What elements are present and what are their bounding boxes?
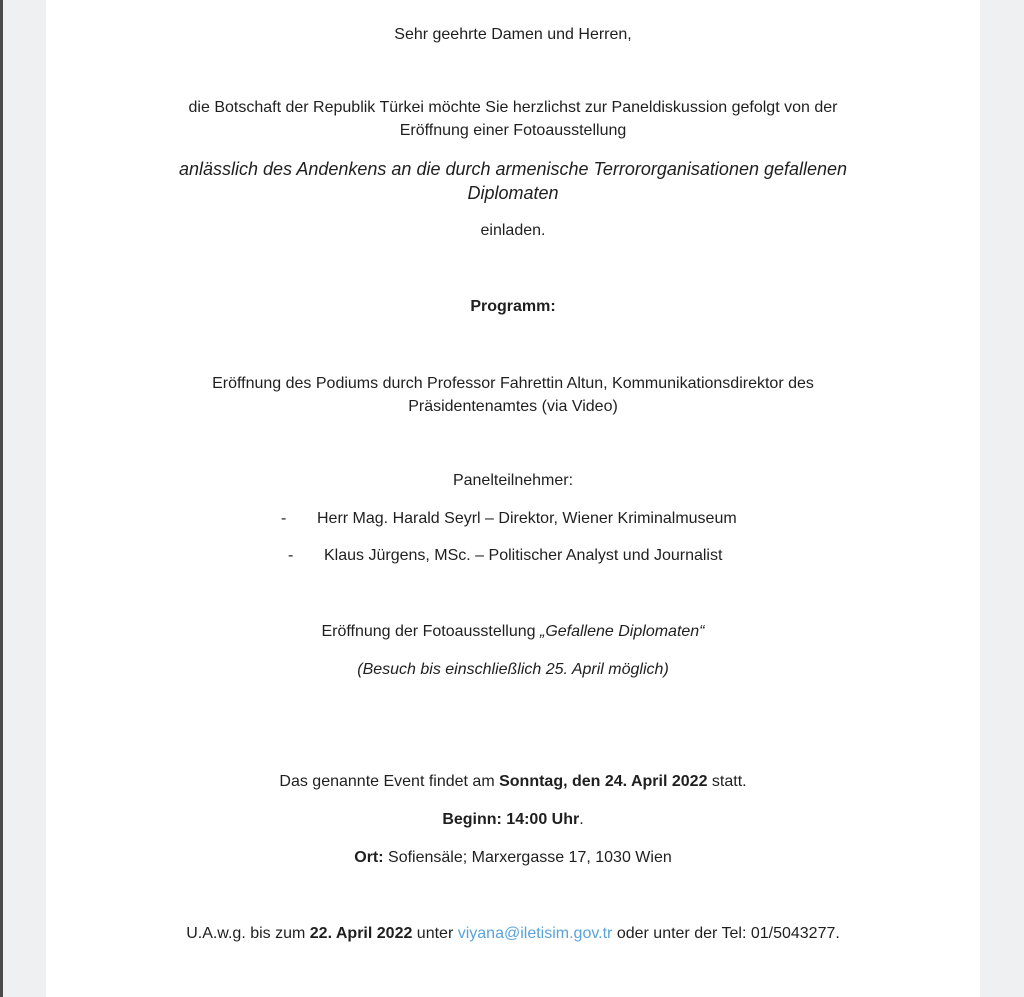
place-line	[46, 847, 980, 869]
panelist-item	[288, 545, 722, 567]
rsvp-mid: unter	[412, 925, 458, 942]
exhibition-line	[46, 621, 980, 643]
panelist-text: Herr Mag. Harald Seyrl – Direktor, Wiener Kriminalmuseum	[317, 510, 737, 527]
rsvp-prefix: U.A.w.g. bis zum	[186, 925, 310, 942]
place-value: Sofiensäle; Marxergasse 17, 1030 Wien	[383, 849, 672, 866]
list-dash: -	[288, 547, 294, 564]
exhibition-prefix: Eröffnung der Fotoausstellung	[321, 623, 540, 640]
rsvp-date: 22. April 2022	[309, 925, 413, 942]
program-heading: Programm:	[470, 298, 556, 315]
invite-text: einladen.	[480, 222, 546, 239]
rsvp-suffix: oder unter der Tel: 01/5043277.	[612, 925, 840, 942]
rsvp-line	[46, 923, 980, 945]
intro-line-2: Eröffnung einer Fotoausstellung	[399, 122, 627, 139]
start-time: Beginn: 14:00 Uhr	[442, 811, 580, 828]
intro-line-1: die Botschaft der Republik Türkei möchte Sie herzlichst zur Paneldiskussion gefolgt von der	[188, 99, 838, 116]
event-suffix: statt.	[707, 773, 747, 790]
start-suffix: .	[579, 811, 584, 828]
rsvp-email-link[interactable]: viyana@iletisim.gov.tr	[457, 925, 613, 942]
exhibition-note: (Besuch bis einschließlich 25. April möglich)	[357, 661, 669, 678]
opening-line-1: Eröffnung des Podiums durch Professor Fahrettin Altun, Kommunikationsdirektor des	[212, 375, 814, 392]
document-page	[46, 0, 980, 997]
event-date: Sonntag, den 24. April 2022	[499, 773, 708, 790]
left-window-edge	[0, 0, 3, 997]
occasion-line-2: Diplomaten	[467, 183, 559, 203]
panelist-item	[281, 508, 737, 530]
opening-line-2: Präsidentenamtes (via Video)	[408, 398, 618, 415]
list-dash: -	[281, 510, 287, 527]
event-prefix: Das genannte Event findet am	[279, 773, 500, 790]
panelist-text: Klaus Jürgens, MSc. – Politischer Analyst und Journalist	[324, 547, 723, 564]
event-date-line	[46, 771, 980, 793]
occasion-line-1: anlässlich des Andenkens an die durch armenische Terrororganisationen gefallenen	[178, 159, 848, 179]
exhibition-title: „Gefallene Diplomaten“	[539, 623, 705, 640]
place-label: Ort:	[354, 849, 384, 866]
panel-heading: Panelteilnehmer:	[452, 472, 574, 489]
start-time-line	[46, 809, 980, 831]
salutation: Sehr geehrte Damen und Herren,	[394, 26, 632, 43]
